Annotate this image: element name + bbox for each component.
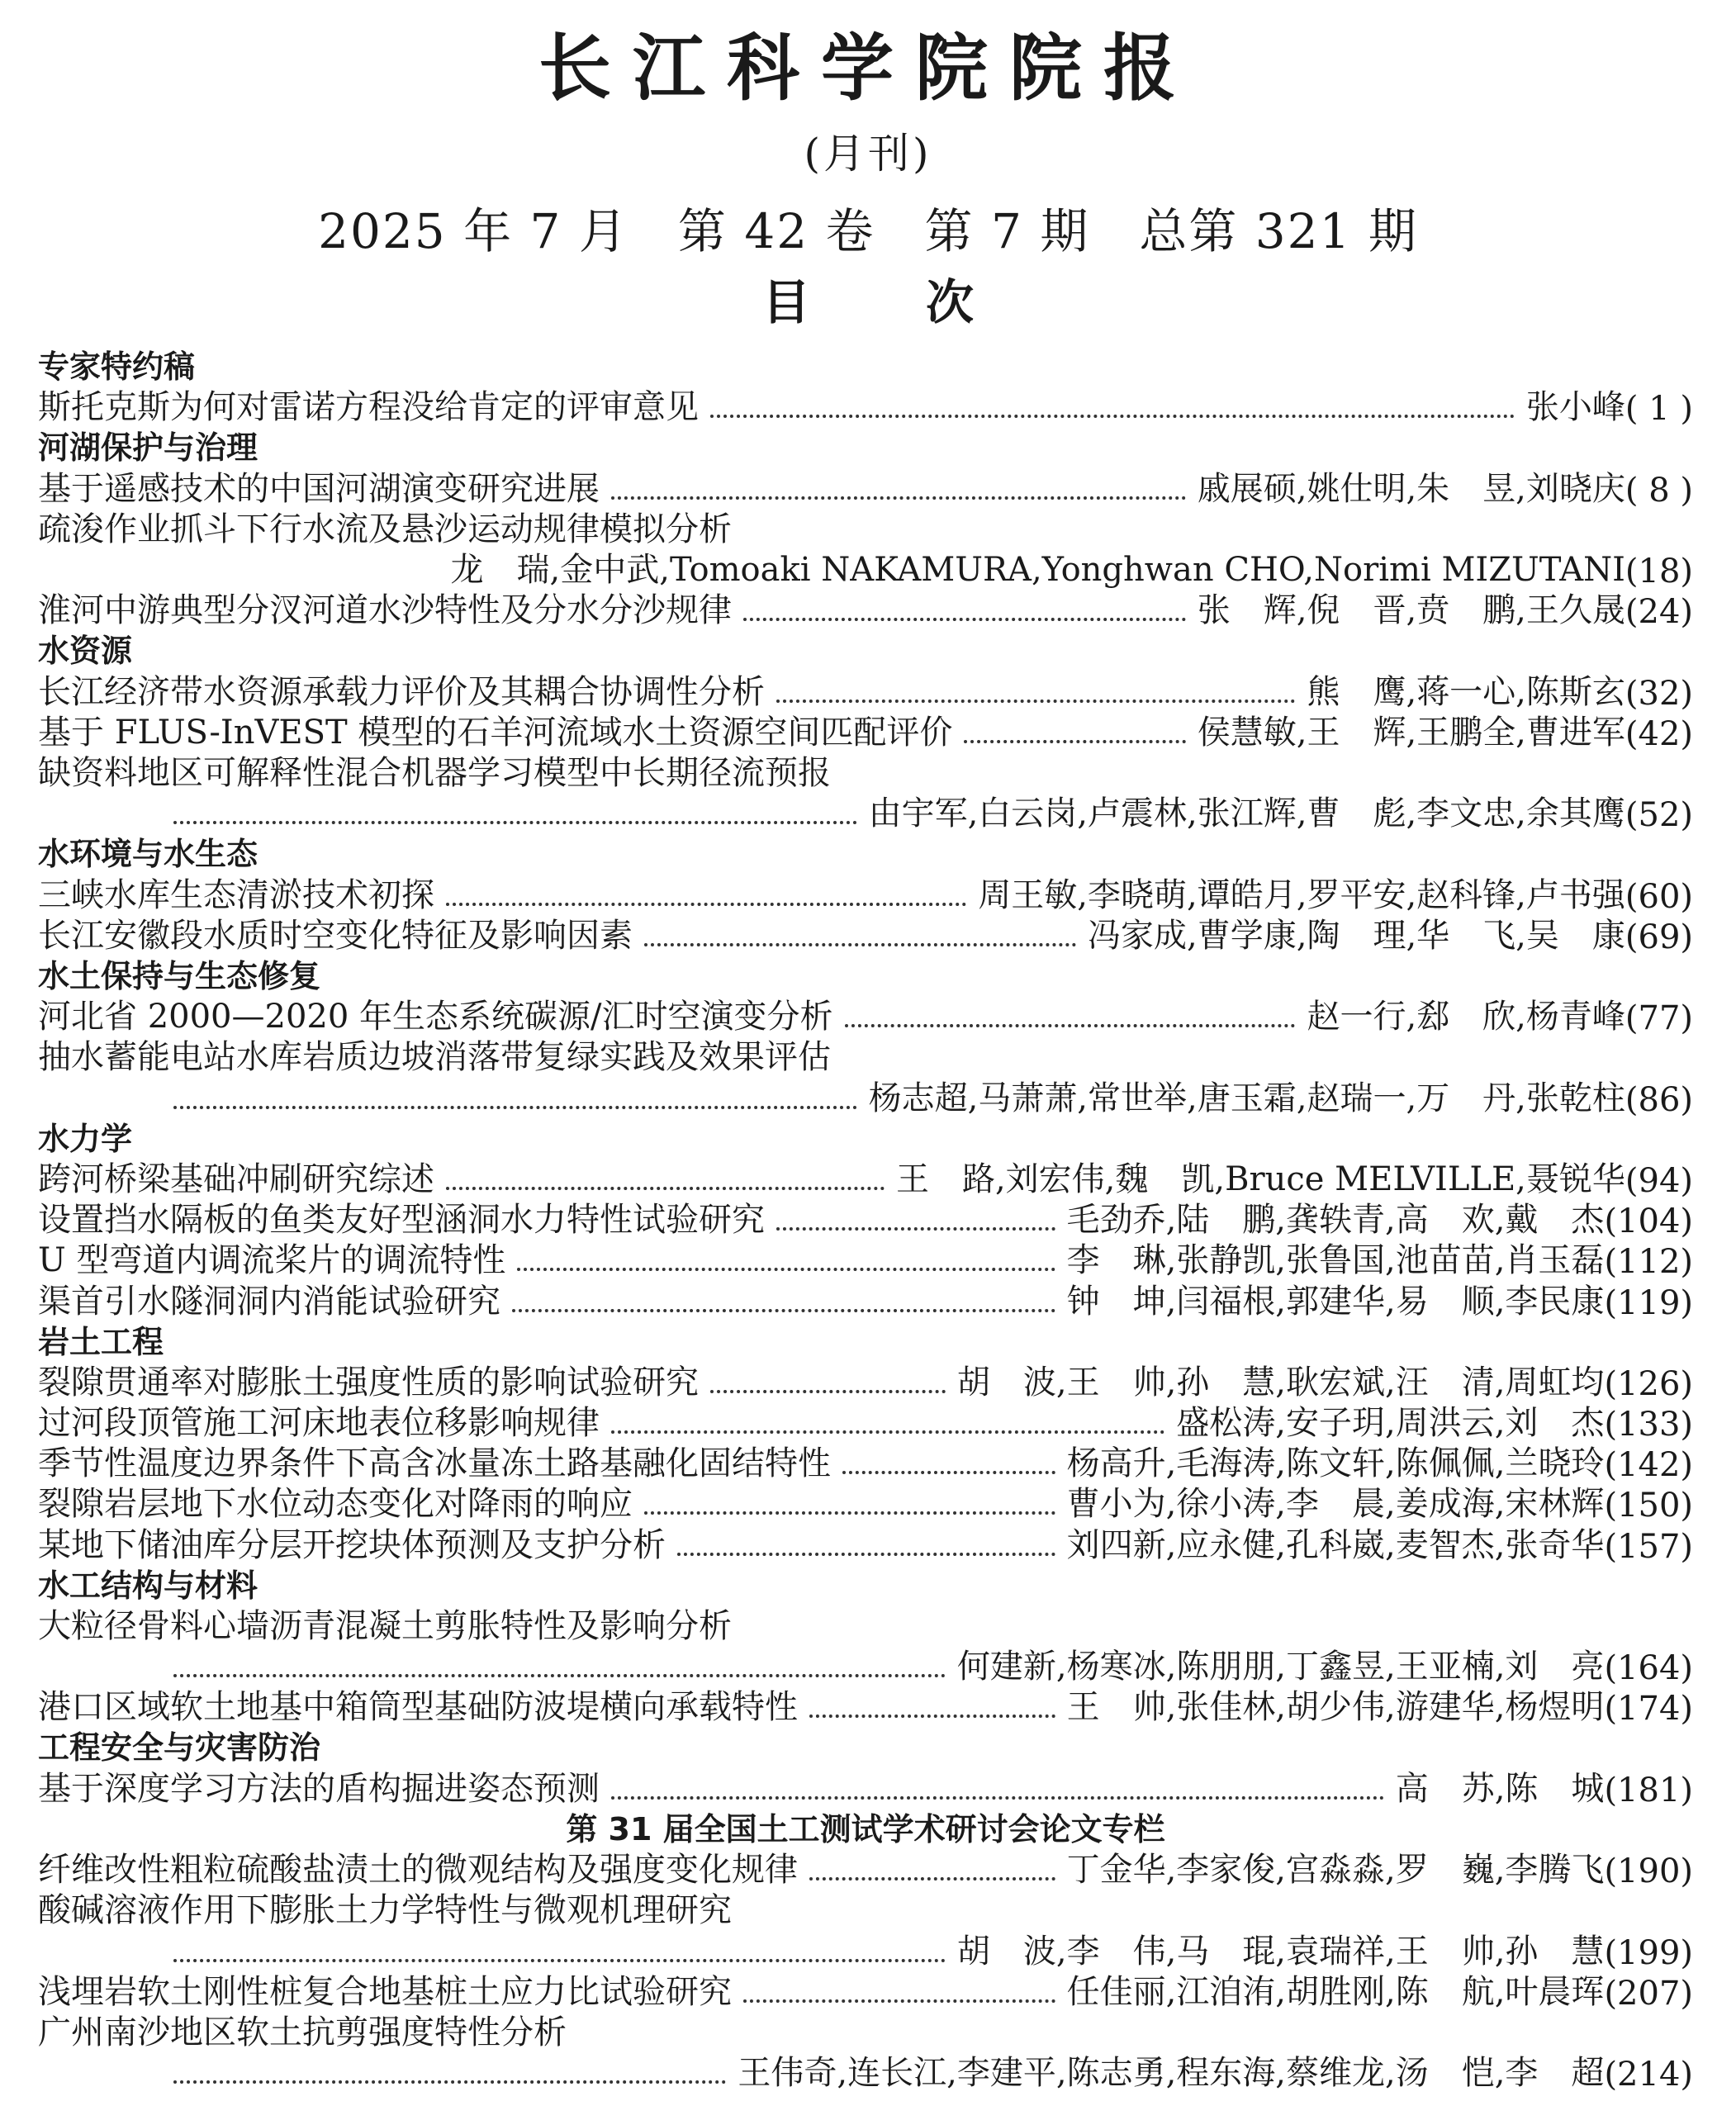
toc-section-heading: 河湖保护与治理 (38, 429, 259, 467)
toc-section-heading: 专家特约稿 (38, 349, 196, 385)
toc-entry-page: (69) (1625, 918, 1693, 956)
dot-leader (809, 1714, 1055, 1718)
toc-entry[interactable] (38, 469, 1693, 510)
toc-entry-authors: 周王敏,李晓萌,谭皓月,罗平安,赵科锋,卢书强 (978, 875, 1625, 914)
dot-leader (512, 1309, 1055, 1312)
toc-entry-title[interactable]: 斯托克斯为何对雷诺方程没给肯定的评审意见 (38, 388, 699, 427)
toc-entry-page: (199) (1604, 1933, 1693, 1972)
issue-info: 2025 年 7 月 第 42 卷 第 7 期 总第 321 期 (318, 203, 1418, 259)
dot-leader (611, 1796, 1384, 1800)
toc-entry-page: (174) (1604, 1690, 1693, 1729)
toc-entry-page: (164) (1604, 1649, 1693, 1688)
toc-entry-title[interactable]: 淮河中游典型分汊河道水沙特性及分水分沙规律 (38, 591, 732, 630)
journal-title: 长江科学院院报 (538, 26, 1198, 111)
toc-entry-page: (157) (1604, 1527, 1693, 1566)
toc-entry-page: ( 8 ) (1625, 471, 1693, 510)
dot-leader (710, 1390, 946, 1393)
toc-entry-authors: 李 琳,张静凯,张鲁国,池苗苗,肖玉磊 (1066, 1241, 1605, 1280)
toc-entry[interactable] (38, 590, 1693, 631)
toc-entry-authors: 王伟奇,连长江,李建平,陈志勇,程东海,蔡维龙,汤 恺,李 超 (738, 2054, 1605, 2093)
dot-leader (776, 700, 1295, 703)
toc-entry-authors-line (38, 2053, 1693, 2094)
dot-leader (842, 1471, 1055, 1474)
dot-leader (845, 1024, 1296, 1027)
dot-leader (743, 1999, 1055, 2003)
dot-leader (644, 943, 1076, 946)
toc-entry-title[interactable]: 纤维改性粗粒硫酸盐渍土的微观结构及强度变化规律 (38, 1851, 798, 1890)
toc-section-heading: 水工结构与材料 (38, 1567, 259, 1604)
dot-leader (173, 821, 857, 824)
toc-entry-title[interactable]: 基于深度学习方法的盾构掘进姿态预测 (38, 1769, 600, 1808)
toc-entry-page: (32) (1625, 674, 1693, 713)
toc-section-heading: 岩土工程 (38, 1323, 164, 1360)
toc-entry-page: (190) (1604, 1852, 1693, 1891)
toc-entry-page: (86) (1625, 1080, 1693, 1119)
dot-leader (173, 1674, 946, 1677)
toc-entry-page: (24) (1625, 593, 1693, 632)
toc-entry-page: (77) (1625, 999, 1693, 1038)
toc-entry-authors: 戚展硕,姚仕明,朱 昱,刘晓庆 (1197, 469, 1625, 508)
toc-entry-authors: 丁金华,李家俊,宫淼淼,罗 巍,李腾飞 (1066, 1851, 1605, 1890)
toc-entry-title[interactable]: 过河段顶管施工河床地表位移影响规律 (38, 1404, 600, 1443)
dot-leader (173, 1106, 857, 1109)
toc-section-heading: 水力学 (38, 1120, 133, 1157)
toc-entry-title[interactable]: 抽水蓄能电站水库岩质边坡消落带复绿实践及效果评估 (38, 1038, 831, 1077)
toc-entry-authors: 曹小为,徐小涛,李 晨,姜成海,宋林辉 (1066, 1485, 1605, 1524)
toc-entry-title[interactable]: 缺资料地区可解释性混合机器学习模型中长期径流预报 (38, 753, 831, 792)
toc-entry-title[interactable]: 疏浚作业抓斗下行水流及悬沙运动规律模拟分析 (38, 510, 732, 548)
toc-entry-authors: 杨志超,马萧萧,常世举,唐玉霜,赵瑞一,万 丹,张乾柱 (868, 1079, 1625, 1117)
toc-heading: 目次 (761, 274, 1089, 330)
dot-leader (710, 415, 1515, 418)
toc-entry-authors: 高 苏,陈 城 (1395, 1769, 1605, 1808)
toc-section-heading: 水土保持与生态修复 (38, 957, 321, 994)
dot-leader (644, 1511, 1055, 1515)
dot-leader (809, 1877, 1055, 1880)
toc-entry-page: (126) (1604, 1364, 1693, 1403)
toc-entry-authors: 侯慧敏,王 辉,王鹏全,曹进军 (1197, 713, 1625, 752)
toc-entry-title[interactable]: 设置挡水隔板的鱼类友好型涵洞水力特性试验研究 (38, 1201, 765, 1240)
toc-entry-page: (142) (1604, 1446, 1693, 1485)
toc-entry[interactable] (38, 1972, 1693, 2013)
toc-entry-authors: 王 帅,张佳林,胡少伟,游建华,杨煜明 (1066, 1688, 1605, 1727)
toc-entry[interactable] (38, 1281, 1693, 1321)
toc-entry-title[interactable]: 长江经济带水资源承载力评价及其耦合协调性分析 (38, 672, 765, 711)
toc-entry-authors: 杨高升,毛海涛,陈文轩,陈佩佩,兰晓玲 (1066, 1444, 1605, 1483)
toc-entry-authors: 任佳丽,江洎洧,胡胜刚,陈 航,叶晨珲 (1066, 1972, 1605, 2011)
toc-entry-page: (214) (1604, 2056, 1693, 2094)
dot-leader (173, 1959, 946, 1962)
dot-leader (743, 618, 1186, 621)
toc-entry-page: (150) (1604, 1487, 1693, 1525)
dot-leader (173, 2080, 726, 2084)
toc-entry-title[interactable]: 大粒径骨料心墙沥青混凝土剪胀特性及影响分析 (38, 1606, 732, 1645)
dot-leader (446, 1187, 885, 1190)
dot-leader (964, 740, 1185, 743)
toc-entry-authors: 龙 瑞,金中武,Tomoaki NAKAMURA,Yonghwan CHO,Norimi MIZUTANI (450, 551, 1625, 590)
toc-entry-page: ( 1 ) (1625, 390, 1693, 429)
toc-entry-title[interactable]: 河北省 2000—2020 年生态系统碳源/汇时空演变分析 (38, 998, 833, 1036)
toc-entry-page: (119) (1604, 1283, 1693, 1322)
toc-entry[interactable] (38, 1850, 1693, 1890)
dot-leader (611, 496, 1186, 500)
toc-entry[interactable] (38, 916, 1693, 956)
toc-entry-authors: 刘四新,应永健,孔科崴,麦智杰,张奇华 (1066, 1525, 1605, 1564)
toc-entry-page: (42) (1625, 714, 1693, 753)
toc-entry-title[interactable]: 港口区域软土地基中箱筒型基础防波堤横向承载特性 (38, 1688, 798, 1727)
journal-frequency: (月刊) (804, 130, 932, 178)
masthead (0, 23, 1736, 335)
toc-entry-authors: 王 路,刘宏伟,魏 凯,Bruce MELVILLE,聂锐华 (895, 1160, 1625, 1198)
dot-leader (517, 1268, 1055, 1271)
toc-entry-authors: 由宇军,白云岗,卢震林,张江辉,曹 彪,李文忠,余其鹰 (868, 794, 1625, 833)
toc-entry-page: (60) (1625, 877, 1693, 916)
toc-entry-page: (18) (1625, 553, 1693, 591)
toc-entry-title[interactable]: 基于遥感技术的中国河湖演变研究进展 (38, 469, 600, 508)
toc-entry-page: (112) (1604, 1243, 1693, 1282)
toc-entry-title[interactable]: 某地下储油库分层开挖块体预测及支护分析 (38, 1525, 666, 1564)
toc-section-heading: 第 31 届全国土工测试学术研讨会论文专栏 (566, 1810, 1165, 1847)
toc-entry[interactable] (38, 1525, 1693, 1565)
toc-entry-page: (181) (1604, 1771, 1693, 1809)
toc-entry-title[interactable]: 长江安徽段水质时空变化特征及影响因素 (38, 916, 633, 955)
toc-entry[interactable] (38, 387, 1693, 428)
toc-entry-title[interactable]: 浅埋岩软土刚性桩复合地基桩土应力比试验研究 (38, 1972, 732, 2011)
toc-entry-page: (104) (1604, 1202, 1693, 1241)
toc-entry-title[interactable]: 渠首引水隧洞洞内消能试验研究 (38, 1282, 500, 1321)
toc-entry[interactable] (38, 997, 1693, 1037)
toc-entry-title[interactable]: 酸碱溶液作用下膨胀土力学特性与微观机理研究 (38, 1891, 732, 1930)
dot-leader (446, 903, 966, 906)
toc-entry[interactable] (38, 1687, 1693, 1728)
toc-entry-authors: 张小峰 (1525, 388, 1625, 427)
dot-leader (776, 1227, 1055, 1231)
toc-entry[interactable] (38, 713, 1693, 753)
toc-entry-page: (207) (1604, 1974, 1693, 2013)
table-of-contents (38, 347, 1693, 2094)
toc-entry-authors: 毛劲乔,陆 鹏,龚轶青,高 欢,戴 杰 (1066, 1201, 1605, 1240)
toc-entry-title[interactable]: 裂隙岩层地下水位动态变化对降雨的响应 (38, 1485, 633, 1524)
dot-leader (677, 1553, 1055, 1556)
toc-entry-authors: 赵一行,郄 欣,杨青峰 (1307, 998, 1625, 1036)
toc-entry-page: (133) (1604, 1406, 1693, 1444)
toc-entry-title[interactable]: 季节性温度边界条件下高含冰量冻土路基融化固结特性 (38, 1444, 831, 1483)
toc-entry-title[interactable]: 跨河桥梁基础冲刷研究综述 (38, 1160, 434, 1198)
toc-entry-title[interactable]: 广州南沙地区软土抗剪强度特性分析 (38, 2013, 567, 2051)
toc-entry-authors: 钟 坤,闫福根,郭建华,易 顺,李民康 (1066, 1282, 1605, 1321)
toc-section-heading: 水环境与水生态 (38, 836, 259, 873)
toc-entry-title[interactable]: 三峡水库生态清淤技术初探 (38, 875, 434, 914)
toc-entry-authors: 胡 波,李 伟,马 琨,袁瑞祥,王 帅,孙 慧 (956, 1932, 1605, 1971)
toc-entry-title[interactable]: 裂隙贯通率对膨胀土强度性质的影响试验研究 (38, 1363, 699, 1401)
toc-entry-page: (94) (1625, 1161, 1693, 1200)
toc-section-heading: 工程安全与灾害防治 (38, 1729, 321, 1767)
toc-section-heading: 水资源 (38, 633, 133, 670)
toc-entry-title[interactable]: U 型弯道内调流桨片的调流特性 (38, 1241, 506, 1280)
dot-leader (611, 1430, 1164, 1434)
toc-entry-title[interactable]: 基于 FLUS-InVEST 模型的石羊河流域水土资源空间匹配评价 (38, 713, 953, 752)
toc-entry-page: (52) (1625, 796, 1693, 835)
toc-entry-authors: 熊 鹰,蒋一心,陈斯玄 (1307, 672, 1625, 711)
toc-entry-authors: 冯家成,曹学康,陶 理,华 飞,吴 康 (1088, 916, 1625, 955)
toc-entry-authors: 何建新,杨寒冰,陈朋朋,丁鑫昱,王亚楠,刘 亮 (956, 1648, 1605, 1686)
toc-entry-authors: 张 辉,倪 晋,贲 鹏,王久晟 (1197, 591, 1625, 630)
toc-entry-authors: 盛松涛,安子玥,周洪云,刘 杰 (1176, 1404, 1605, 1443)
toc-entry-authors-line (38, 794, 1693, 834)
toc-entry-authors-line (38, 1078, 1693, 1118)
toc-entry[interactable] (38, 1769, 1693, 1809)
toc-entry-authors: 胡 波,王 帅,孙 慧,耿宏斌,汪 清,周虹均 (956, 1363, 1605, 1401)
